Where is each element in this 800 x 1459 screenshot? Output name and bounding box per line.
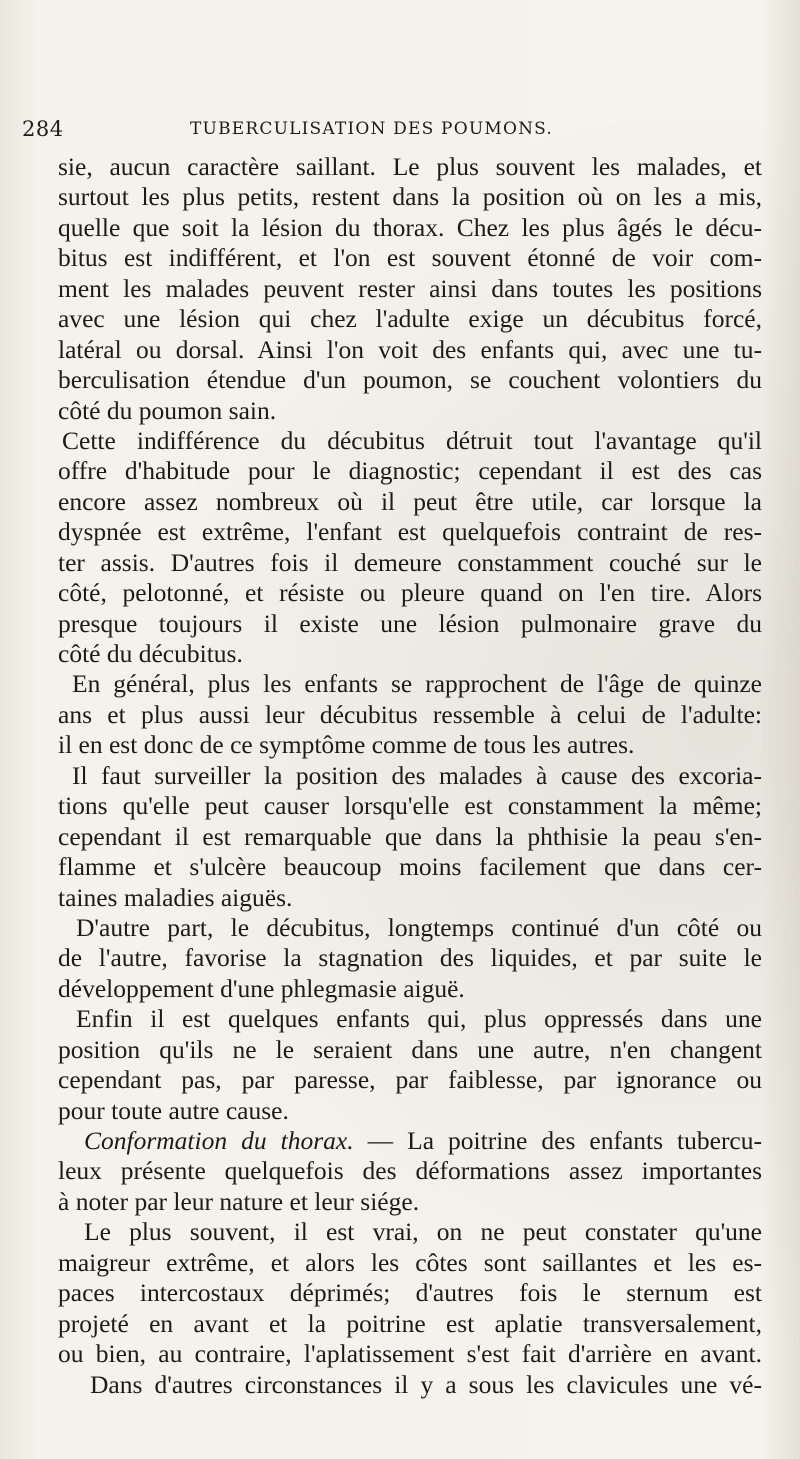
text-line: côté, pelotonné, et résiste ou pleure quand on l'en tire. Alors (58, 578, 762, 608)
text-line: offre d'habitude pour le diagnostic; cependant il est des cas (58, 456, 762, 486)
text-line: En général, plus les enfants se rapprochent de l'âge de quinze (72, 669, 762, 699)
text-line: quelle que soit la lésion du thorax. Chez les plus âgés le décu- (58, 212, 762, 242)
text-line: taines maladies aiguës. (58, 882, 293, 912)
text-line: ment les malades peuvent rester ainsi dans toutes les positions (58, 273, 762, 303)
section-run-in-heading: Conformation du thorax. (84, 1126, 354, 1155)
text-line: côté du décubitus. (58, 639, 243, 668)
text-line: Enfin il est quelques enfants qui, plus oppressés dans une (76, 1004, 762, 1034)
running-title: TUBERCULISATION DES POUMONS. (190, 119, 554, 139)
text-line: de l'autre, favorise la stagnation des liquides, et par suite le (58, 943, 762, 973)
text-line: latéral ou dorsal. Ainsi l'on voit des enfants qui, avec une tu- (58, 334, 762, 364)
text-line: paces intercostaux déprimés; d'autres fois le sternum est (58, 1278, 762, 1308)
running-head (22, 117, 762, 147)
text-line: position qu'ils ne le seraient dans une autre, n'en changent (58, 1034, 762, 1064)
run-in-text: — La poitrine des enfants tubercu- (353, 1126, 762, 1155)
text-line: pour toute autre cause. (58, 1095, 289, 1125)
text-line: Cette indifférence du décubitus détruit tout l'avantage qu'il (62, 425, 762, 455)
text-line: cependant il est remarquable que dans la phthisie la peau s'en- (58, 821, 762, 851)
text-line: presque toujours il existe une lésion pulmonaire grave du (58, 608, 762, 638)
text-line: ou bien, au contraire, l'aplatissement s'est fait d'arrière en avant. (58, 1339, 762, 1369)
text-line: flamme et s'ulcère beaucoup moins facilement que dans cer- (58, 852, 762, 882)
text-line: sie, aucun caractère saillant. Le plus souvent les malades, et (58, 152, 762, 181)
text-line: côté du poumon sain. (58, 395, 277, 425)
text-line: Dans d'autres circonstances il y a sous les clavicules une vé- (90, 1369, 762, 1399)
text-line: Le plus souvent, il est vrai, on ne peut constater qu'une (84, 1217, 762, 1247)
text-line: projeté en avant et la poitrine est aplatie transversalement, (58, 1308, 762, 1338)
text-line: dyspnée est extrême, l'enfant est quelquefois contraint de res- (58, 517, 762, 547)
page-number: 284 (22, 117, 64, 141)
body-text (60, 152, 762, 1400)
text-line: ans et plus aussi leur décubitus ressemble à celui de l'adulte: (58, 699, 762, 729)
text-line: bitus est indifférent, et l'on est souvent étonné de voir com- (58, 243, 762, 273)
text-line: à noter par leur nature et leur siége. (58, 1186, 420, 1216)
text-line: ter assis. D'autres fois il demeure constamment couché sur le (58, 547, 762, 577)
text-line: maigreur extrême, et alors les côtes sont saillantes et les es- (58, 1247, 762, 1277)
text-line: cependant pas, par paresse, par faiblesse, par ignorance ou (58, 1065, 762, 1095)
text-line: avec une lésion qui chez l'adulte exige un décubitus forcé, (58, 304, 762, 334)
text-line: leux présente quelquefois des déformations assez importantes (58, 1156, 762, 1186)
text-line: encore assez nombreux où il peut être utile, car lorsque la (58, 486, 762, 516)
text-line (84, 1126, 762, 1156)
text-line: tions qu'elle peut causer lorsqu'elle est constamment la même; (58, 791, 762, 821)
text-line: Il faut surveiller la position des malades à cause des excoria- (72, 760, 762, 790)
text-line: berculisation étendue d'un poumon, se couchent volontiers du (58, 365, 762, 395)
text-line: D'autre part, le décubitus, longtemps continué d'un côté ou (76, 912, 762, 942)
text-line: développement d'une phlegmasie aiguë. (58, 973, 465, 1003)
text-line: surtout les plus petits, restent dans la position où on les a mis, (58, 182, 762, 212)
text-line: il en est donc de ce symptôme comme de tous les autres. (58, 730, 635, 760)
